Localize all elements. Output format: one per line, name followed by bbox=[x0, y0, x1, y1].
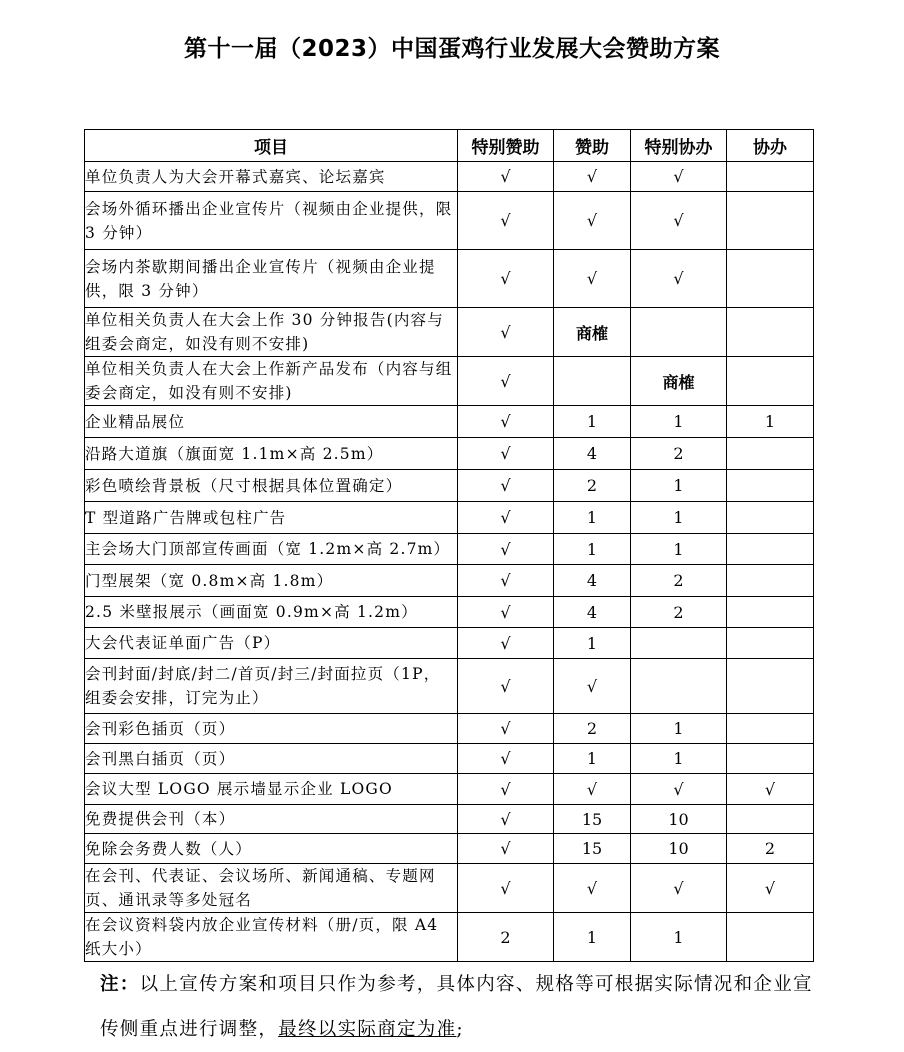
row-item-label: 2.5 米壁报展示（画面宽 0.9m×高 1.2m） bbox=[85, 597, 458, 628]
row-item-label: 主会场大门顶部宣传画面（宽 1.2m×高 2.7m） bbox=[85, 534, 458, 565]
row-item-label: 门型展架（宽 0.8m×高 1.8m） bbox=[85, 565, 458, 597]
table-row bbox=[85, 744, 814, 774]
row-value-cell bbox=[727, 438, 814, 470]
row-item-label: 单位相关负责人在大会上作 30 分钟报告(内容与组委会商定，如没有则不安排) bbox=[85, 308, 458, 357]
header-sponsor: 赞助 bbox=[554, 130, 631, 162]
row-value-cell: √ bbox=[458, 565, 554, 597]
row-value-cell: 1 bbox=[631, 534, 727, 565]
row-value-cell: 1 bbox=[727, 406, 814, 438]
row-item-label: 企业精品展位 bbox=[85, 406, 458, 438]
header-special-sponsor: 特别赞助 bbox=[458, 130, 554, 162]
row-value-cell: 4 bbox=[554, 438, 631, 470]
row-item-label: 在会议资料袋内放企业宣传材料（册/页，限 A4 纸大小） bbox=[85, 913, 458, 962]
row-value-cell: √ bbox=[631, 864, 727, 913]
row-value-cell: 1 bbox=[554, 534, 631, 565]
row-value-cell: √ bbox=[458, 805, 554, 834]
header-special-co-organizer: 特别协办 bbox=[631, 130, 727, 162]
row-value-cell: √ bbox=[554, 192, 631, 250]
table-row bbox=[85, 162, 814, 192]
row-value-cell bbox=[727, 805, 814, 834]
row-value-cell: √ bbox=[458, 192, 554, 250]
table-row bbox=[85, 628, 814, 659]
row-item-label: 彩色喷绘背景板（尺寸根据具体位置确定） bbox=[85, 470, 458, 502]
row-item-label: 会场外循环播出企业宣传片（视频由企业提供，限 3 分钟） bbox=[85, 192, 458, 250]
row-value-cell: 1 bbox=[554, 502, 631, 534]
row-item-label: T 型道路广告牌或包柱广告 bbox=[85, 502, 458, 534]
header-item: 项目 bbox=[85, 130, 458, 162]
row-value-cell: 15 bbox=[554, 834, 631, 864]
row-value-cell: √ bbox=[631, 192, 727, 250]
row-item-label: 单位负责人为大会开幕式嘉宾、论坛嘉宾 bbox=[85, 162, 458, 192]
row-value-cell: 2 bbox=[631, 597, 727, 628]
row-value-cell: 2 bbox=[631, 565, 727, 597]
row-value-cell: √ bbox=[631, 162, 727, 192]
row-value-cell bbox=[727, 597, 814, 628]
row-value-cell: 4 bbox=[554, 597, 631, 628]
row-item-label: 在会刊、代表证、会议场所、新闻通稿、专题网页、通讯录等多处冠名 bbox=[85, 864, 458, 913]
table-row bbox=[85, 659, 814, 714]
row-value-cell: 1 bbox=[631, 714, 727, 744]
row-value-cell: √ bbox=[631, 250, 727, 308]
table-row bbox=[85, 357, 814, 406]
row-value-cell: √ bbox=[458, 864, 554, 913]
table-row bbox=[85, 774, 814, 805]
row-value-cell: √ bbox=[458, 406, 554, 438]
row-value-cell: √ bbox=[554, 659, 631, 714]
row-value-cell: 商榷 bbox=[631, 357, 727, 406]
table-row bbox=[85, 913, 814, 962]
row-value-cell: √ bbox=[458, 714, 554, 744]
page-title: 第十一届（2023）中国蛋鸡行业发展大会赞助方案 bbox=[183, 36, 720, 62]
note-label: 注： bbox=[100, 974, 140, 995]
row-value-cell: √ bbox=[458, 308, 554, 357]
row-value-cell bbox=[554, 357, 631, 406]
row-item-label: 会议大型 LOGO 展示墙显示企业 LOGO bbox=[85, 774, 458, 805]
row-value-cell: √ bbox=[554, 250, 631, 308]
row-value-cell: √ bbox=[458, 162, 554, 192]
row-value-cell bbox=[727, 913, 814, 962]
table-row bbox=[85, 534, 814, 565]
row-value-cell bbox=[727, 502, 814, 534]
row-item-label: 会刊黑白插页（页） bbox=[85, 744, 458, 774]
row-value-cell: √ bbox=[458, 534, 554, 565]
row-value-cell: √ bbox=[458, 834, 554, 864]
row-value-cell: √ bbox=[727, 864, 814, 913]
row-value-cell: √ bbox=[554, 162, 631, 192]
note-text: 以上宣传方案和项目只作为参考，具体内容、规格等可根据实际情况和企业宣传侧重点进行调整， bbox=[100, 974, 813, 1040]
table-row bbox=[85, 192, 814, 250]
row-value-cell: 1 bbox=[554, 913, 631, 962]
row-value-cell: 2 bbox=[727, 834, 814, 864]
row-value-cell: √ bbox=[458, 470, 554, 502]
row-value-cell: 15 bbox=[554, 805, 631, 834]
table-row bbox=[85, 250, 814, 308]
note-ending: ; bbox=[456, 1019, 464, 1040]
table-row bbox=[85, 714, 814, 744]
table-row bbox=[85, 597, 814, 628]
row-value-cell bbox=[727, 659, 814, 714]
row-value-cell bbox=[727, 534, 814, 565]
row-value-cell: √ bbox=[554, 864, 631, 913]
row-value-cell: √ bbox=[458, 250, 554, 308]
table-row bbox=[85, 565, 814, 597]
row-value-cell: 2 bbox=[554, 714, 631, 744]
row-item-label: 沿路大道旗（旗面宽 1.1m×高 2.5m） bbox=[85, 438, 458, 470]
row-value-cell bbox=[727, 628, 814, 659]
table-row bbox=[85, 308, 814, 357]
row-item-label: 会刊彩色插页（页） bbox=[85, 714, 458, 744]
row-value-cell bbox=[727, 744, 814, 774]
row-value-cell: 1 bbox=[631, 744, 727, 774]
row-value-cell: √ bbox=[458, 774, 554, 805]
row-value-cell: √ bbox=[554, 774, 631, 805]
row-value-cell: √ bbox=[458, 744, 554, 774]
row-value-cell: 1 bbox=[554, 406, 631, 438]
row-value-cell bbox=[631, 659, 727, 714]
row-value-cell: √ bbox=[458, 659, 554, 714]
note-emphasis: 最终以实际商定为准 bbox=[278, 1019, 457, 1040]
row-value-cell: 1 bbox=[631, 502, 727, 534]
row-value-cell: √ bbox=[458, 438, 554, 470]
row-value-cell bbox=[727, 250, 814, 308]
row-value-cell: √ bbox=[727, 774, 814, 805]
row-item-label: 会场内茶歇期间播出企业宣传片（视频由企业提供，限 3 分钟） bbox=[85, 250, 458, 308]
footnote bbox=[100, 962, 830, 1052]
row-value-cell bbox=[727, 308, 814, 357]
row-value-cell bbox=[727, 162, 814, 192]
table-row bbox=[85, 864, 814, 913]
row-value-cell: 1 bbox=[631, 470, 727, 502]
row-item-label: 单位相关负责人在大会上作新产品发布（内容与组委会商定，如没有则不安排) bbox=[85, 357, 458, 406]
row-value-cell: √ bbox=[458, 357, 554, 406]
table-row bbox=[85, 805, 814, 834]
row-item-label: 免费提供会刊（本） bbox=[85, 805, 458, 834]
table-row bbox=[85, 834, 814, 864]
row-value-cell bbox=[727, 565, 814, 597]
row-value-cell: 2 bbox=[554, 470, 631, 502]
row-value-cell: 10 bbox=[631, 834, 727, 864]
row-value-cell: 1 bbox=[554, 628, 631, 659]
sponsorship-table bbox=[84, 129, 814, 962]
row-value-cell: √ bbox=[631, 774, 727, 805]
row-value-cell bbox=[727, 192, 814, 250]
row-value-cell: √ bbox=[458, 502, 554, 534]
row-value-cell bbox=[727, 714, 814, 744]
row-value-cell: 10 bbox=[631, 805, 727, 834]
header-co-organizer: 协办 bbox=[727, 130, 814, 162]
row-value-cell: 1 bbox=[631, 406, 727, 438]
row-value-cell: √ bbox=[458, 597, 554, 628]
row-item-label: 大会代表证单面广告（P） bbox=[85, 628, 458, 659]
table-header-row bbox=[85, 130, 814, 162]
table-row bbox=[85, 438, 814, 470]
row-item-label: 会刊封面/封底/封二/首页/封三/封面拉页（1P，组委会安排，订完为止） bbox=[85, 659, 458, 714]
row-value-cell: √ bbox=[458, 628, 554, 659]
row-value-cell: 1 bbox=[554, 744, 631, 774]
row-value-cell bbox=[727, 357, 814, 406]
row-item-label: 免除会务费人数（人） bbox=[85, 834, 458, 864]
row-value-cell: 4 bbox=[554, 565, 631, 597]
table-row bbox=[85, 406, 814, 438]
row-value-cell bbox=[727, 470, 814, 502]
row-value-cell: 1 bbox=[631, 913, 727, 962]
table-row bbox=[85, 470, 814, 502]
row-value-cell bbox=[631, 628, 727, 659]
row-value-cell: 2 bbox=[458, 913, 554, 962]
row-value-cell: 商榷 bbox=[554, 308, 631, 357]
table-row bbox=[85, 502, 814, 534]
row-value-cell bbox=[631, 308, 727, 357]
row-value-cell: 2 bbox=[631, 438, 727, 470]
